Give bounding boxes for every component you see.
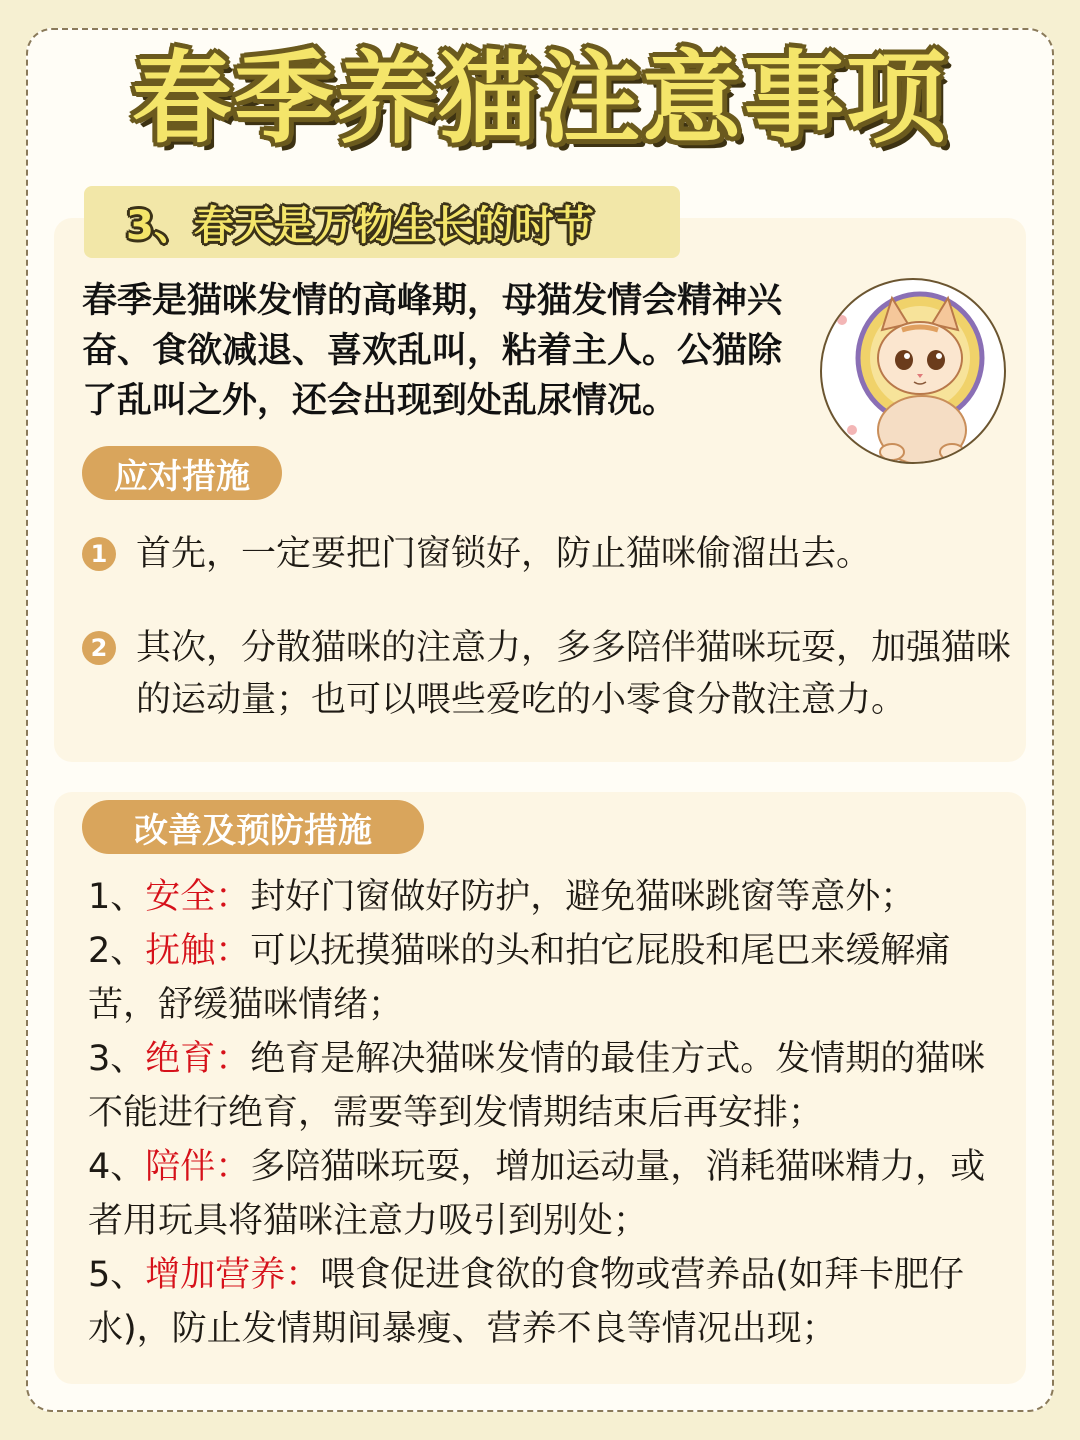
item-prefix: 4、 [88,1147,146,1187]
number-2-icon: 2 [82,631,116,665]
item-keyword: 绝育： [145,1039,251,1079]
response-label: 应对措施 [82,446,282,500]
item-prefix: 1、 [88,877,146,917]
response-step [82,622,1022,726]
list-item [88,1140,1008,1248]
item-prefix: 5、 [88,1255,146,1295]
page-title: 春季养猫注意事项 [132,40,948,157]
list-item [88,1248,1008,1356]
section-heading: 3、春天是万物生长的时节 [84,186,680,258]
item-keyword: 抚触： [145,931,251,971]
number-1-icon: 1 [82,537,116,571]
item-text: 可以抚摸猫咪的头和拍它屁股和尾巴来缓解痛苦，舒缓猫咪情绪； [88,931,951,1025]
item-text: 多陪猫咪玩耍，增加运动量，消耗猫咪精力，或者用玩具将猫咪注意力吸引到别处； [88,1147,986,1241]
prevention-list [88,870,1008,1356]
list-item [88,1032,1008,1140]
item-keyword: 安全： [145,877,251,917]
list-item [88,870,1008,924]
intro-paragraph: 春季是猫咪发情的高峰期，母猫发情会精神兴奋、食欲减退、喜欢乱叫，粘着主人。公猫除了乱叫之外，还会出现到处乱尿情况。 [82,281,783,421]
item-keyword: 增加营养： [145,1255,321,1295]
item-prefix: 2、 [88,931,146,971]
prevention-label: 改善及预防措施 [82,800,424,854]
item-text: 喂食促进食欲的食物或营养品(如拜卡肥仔水)，防止发情期间暴瘦、营养不良等情况出现； [88,1255,964,1349]
response-step-text: 首先，一定要把门窗锁好，防止猫咪偷溜出去。 [136,534,872,574]
cat-icon [822,280,1006,464]
list-item [88,924,1008,1032]
item-prefix: 3、 [88,1039,146,1079]
response-step [82,528,1022,580]
cat-with-cone-illustration [820,278,1006,464]
item-keyword: 陪伴： [145,1147,251,1187]
item-text: 封好门窗做好防护，避免猫咪跳窗等意外； [250,877,916,917]
response-step-text: 其次，分散猫咪的注意力，多多陪伴猫咪玩耍，加强猫咪的运动量；也可以喂些爱吃的小零食分散注意力。 [136,628,1012,720]
item-text: 绝育是解决猫咪发情的最佳方式。发情期的猫咪不能进行绝育，需要等到发情期结束后再安排； [88,1039,986,1133]
